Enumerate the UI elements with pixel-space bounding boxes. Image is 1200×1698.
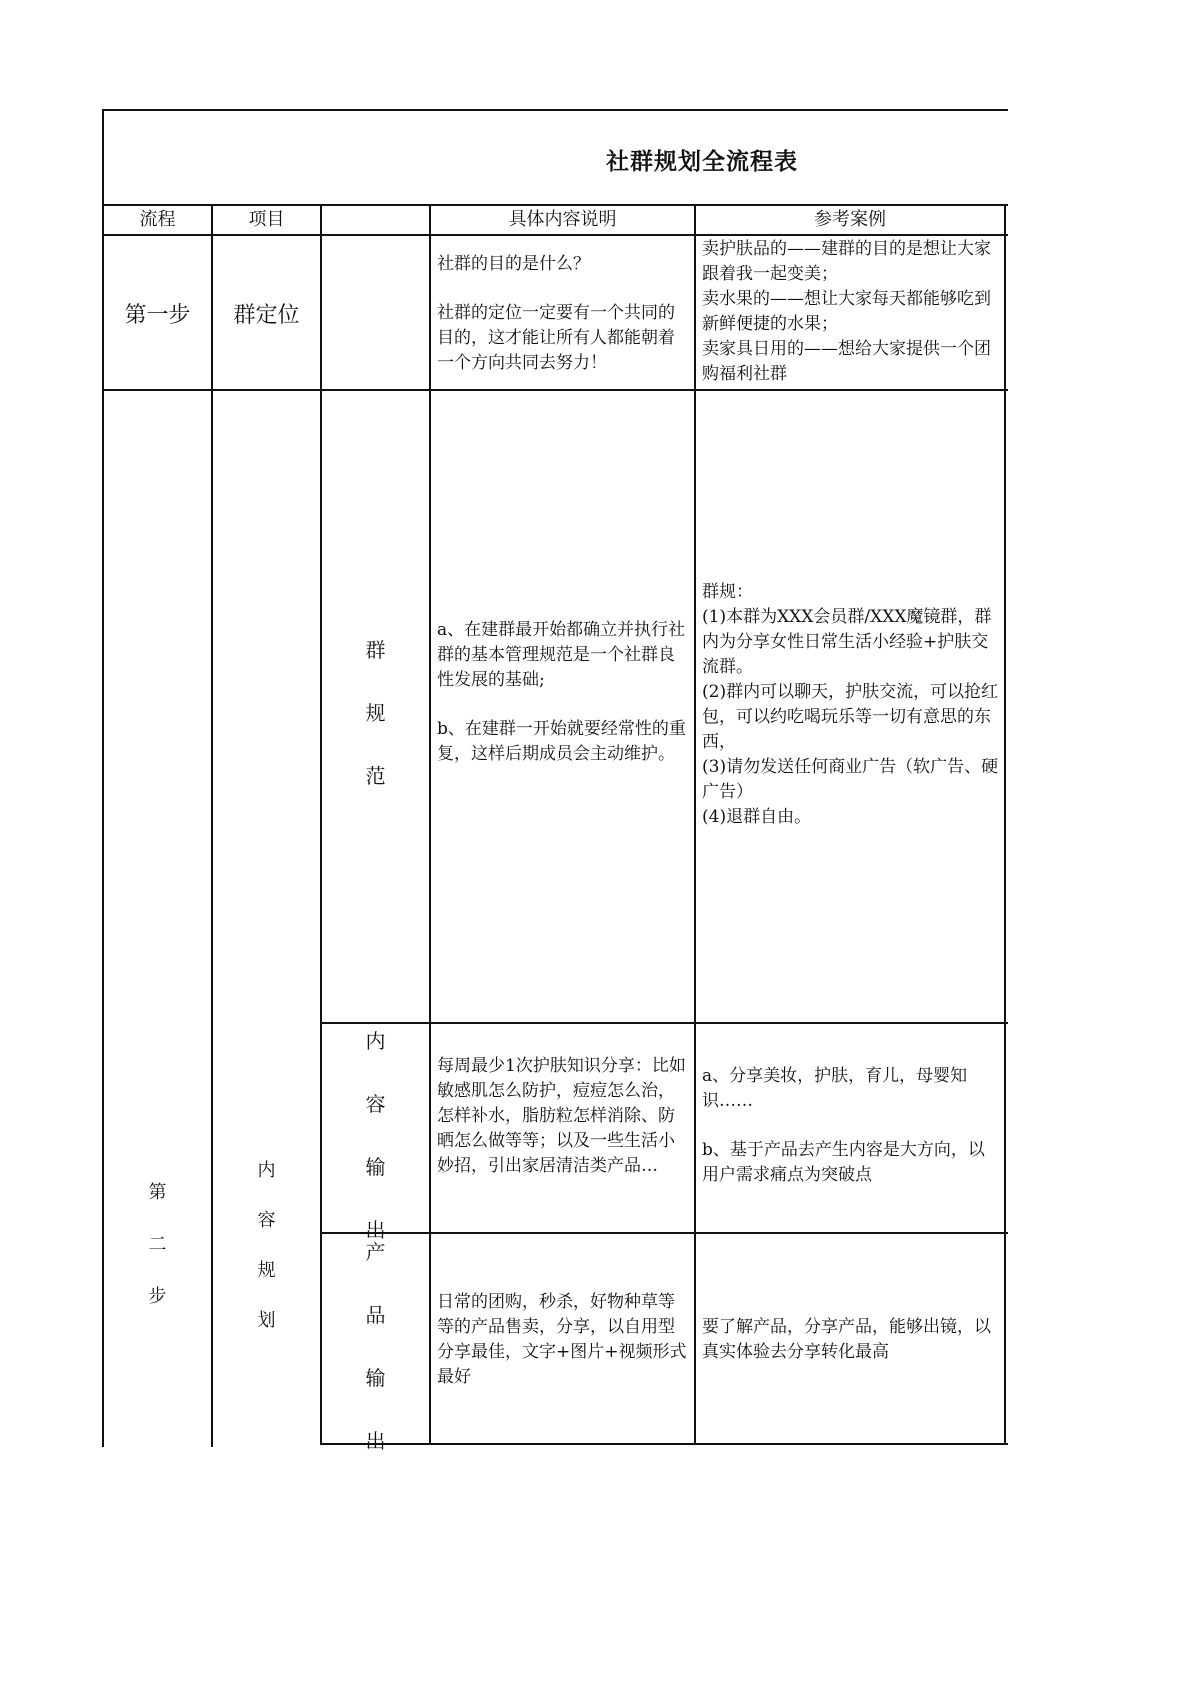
step2-item-char: 规: [257, 1260, 276, 1281]
page-title: 社群规划全流程表: [606, 148, 798, 175]
row-product-char: 品: [365, 1303, 386, 1327]
row-content-example: [696, 1064, 1004, 1188]
row-rules-example-1: (1)本群为XXX会员群/XXX魔镜群，群内为分享女性日常生活小经验+护肤交流群。: [702, 607, 992, 677]
border-right: [1004, 204, 1006, 1445]
row-rules-description-a: a、在建群最开始都确立并执行社群的基本管理规范是一个社群良性发展的基础;: [437, 620, 686, 690]
step1-description-detail: 社群的定位一定要有一个共同的目的，这才能让所有人都能朝着一个方向共同去努力！: [437, 303, 675, 373]
row-rules-example-2: (2)群内可以聊天，护肤交流，可以抢红包，可以约吃喝玩乐等一切有意思的东西，: [702, 682, 999, 752]
row-rules-label: [322, 634, 429, 789]
step1-item: 群定位: [233, 303, 300, 328]
border-step1-bottom: [102, 389, 1008, 391]
row-rules-example-3: (3)请勿发送任何商业广告（软广告、硬广告）: [702, 757, 999, 802]
row-rules-example: [696, 580, 1004, 830]
step1-example-3: 卖家具日用的——想给大家提供一个团购福利社群: [702, 339, 991, 384]
row-product-char: 产: [365, 1240, 386, 1264]
step1-example-2: 卖水果的——想让大家每天都能够吃到新鲜便捷的水果；: [702, 289, 991, 334]
border-title-bottom: [102, 204, 1008, 206]
step1-example: [696, 237, 1004, 387]
step1-example-1: 卖护肤品的——建群的目的是想让大家跟着我一起变美；: [702, 239, 991, 284]
row-product-description: [431, 1290, 694, 1390]
row-rules-example-4: (4)退群自由。: [702, 807, 812, 827]
row-rules-char: 规: [365, 701, 386, 725]
step2-process-char: 二: [148, 1234, 167, 1255]
step2-item-char: 内: [257, 1160, 276, 1181]
row-product-example-text: 要了解产品，分享产品，能够出镜，以真实体验去分享转化最高: [702, 1317, 991, 1362]
row-content-char: 输: [365, 1155, 386, 1179]
row-content-label: [322, 1025, 429, 1243]
border-row-rules-bottom: [321, 1022, 1008, 1024]
step2-process-char: 第: [148, 1182, 167, 1203]
step1-description: [431, 252, 694, 376]
step2-item: [213, 1156, 320, 1332]
header-process: 流程: [139, 209, 176, 230]
step2-process: [104, 1178, 211, 1308]
row-product-description-text: 日常的团购，秒杀，好物种草等等的产品售卖，分享，以自用型分享最佳，文字+图片+视频形式最好: [437, 1292, 687, 1387]
row-content-description-text: 每周最少1次护肤知识分享：比如敏感肌怎么防护，痘痘怎么治，怎样补水，脂肪粒怎样消除、防晒怎么做等等；以及一些生活小妙招，引出家居清洁类产品…: [437, 1056, 686, 1176]
row-content-example-a: a、分享美妆，护肤，育儿，母婴知识……: [702, 1066, 968, 1111]
row-content-char: 内: [365, 1029, 386, 1053]
row-product-char: 出: [365, 1429, 386, 1453]
step1-process: 第一步: [124, 303, 191, 328]
row-rules-example-heading: 群规：: [702, 582, 753, 602]
step1-description-question: 社群的目的是什么？: [437, 254, 590, 274]
row-product-example: [696, 1315, 1004, 1365]
row-product-char: 输: [365, 1366, 386, 1390]
header-item: 项目: [248, 209, 285, 230]
row-rules-description-b: b、在建群一开始就要经常性的重复，这样后期成员会主动维护。: [437, 719, 686, 764]
row-content-example-b: b、基于产品去产生内容是大方向，以用户需求痛点为突破点: [702, 1140, 985, 1185]
step2-process-char: 步: [148, 1286, 167, 1307]
row-content-char: 出: [365, 1218, 386, 1242]
row-rules-description: [431, 618, 694, 767]
row-rules-char: 范: [365, 764, 386, 788]
row-product-label: [322, 1236, 429, 1454]
row-content-char: 容: [365, 1092, 386, 1116]
border-top: [102, 109, 1008, 111]
border-header-bottom: [102, 234, 1008, 236]
step2-item-char: 划: [257, 1310, 276, 1331]
header-example: 参考案例: [814, 209, 886, 230]
row-content-description: [431, 1054, 694, 1179]
header-description: 具体内容说明: [508, 209, 617, 230]
border-col-sub: [429, 204, 431, 1445]
row-rules-char: 群: [365, 638, 386, 662]
step2-item-char: 容: [257, 1210, 276, 1231]
